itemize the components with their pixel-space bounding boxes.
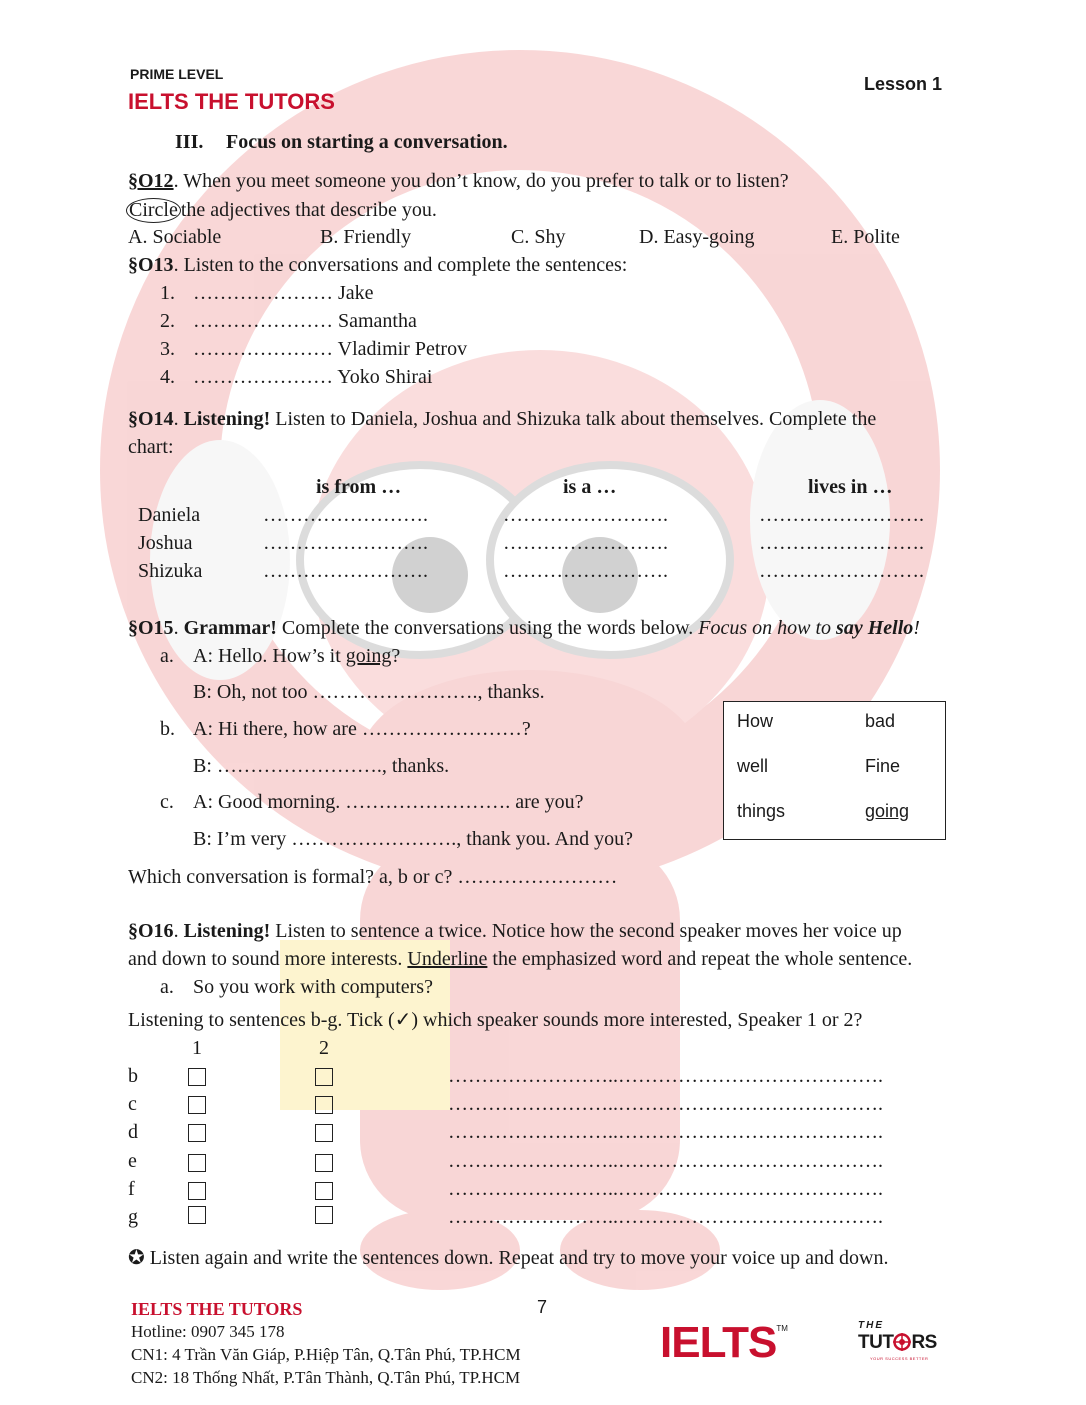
section-numeral: III.: [175, 131, 204, 153]
answer-line[interactable]: ……………………..………………………………….: [448, 1065, 883, 1087]
o15-label: Grammar!: [183, 617, 277, 639]
o16-line2-post: the emphasized word and repeat the whole sentence.: [487, 948, 913, 970]
o16-text: Listen to sentence a twice. Notice how the second speaker moves her voice up: [270, 920, 902, 942]
the-tutors-logo: [858, 1320, 948, 1370]
o15-focus: Focus on how to: [698, 617, 837, 639]
logo-the-text: THE: [858, 1320, 884, 1331]
o16-note-text: Listen again and write the sentences down. Repeat and try to move your voice up and down.: [144, 1247, 889, 1269]
o12-code: §O12: [128, 170, 174, 192]
o16-question: §O16. Listening! Listen to sentence a twice. Notice how the second speaker moves her voice up: [128, 920, 902, 942]
o16-item-text: So you work with computers?: [193, 976, 433, 998]
word-bank-item: How: [737, 711, 774, 731]
target-icon: [893, 1333, 911, 1351]
o13-item-num: 3.: [160, 338, 175, 360]
conv-b-line: B: I’m very ……………………., thank you. And you?: [193, 828, 633, 850]
ielts-logo-tm: TM: [776, 1324, 788, 1333]
chart-cell[interactable]: …………………….: [759, 504, 924, 526]
word-bank-item: well: [737, 756, 769, 776]
o15-code: §O15: [128, 617, 174, 639]
chart-cell[interactable]: …………………….: [503, 532, 668, 554]
speaker2-checkbox[interactable]: [315, 1068, 333, 1086]
chart-row-name: Joshua: [138, 532, 193, 554]
speaker2-checkbox[interactable]: [315, 1124, 333, 1142]
o16-instruction: Listening to sentences b-g. Tick (✓) which speaker sounds more interested, Speaker 1 or 2?: [128, 1009, 863, 1031]
footer-branch-2: CN2: 18 Thống Nhất, P.Tân Thành, Q.Tân Phú, TP.HCM: [131, 1368, 521, 1387]
o16-line2-underlined: Underline: [407, 948, 488, 970]
chart-cell[interactable]: …………………….: [263, 532, 428, 554]
logo-tagline: YOUR SUCCESS BETTER: [870, 1356, 929, 1361]
conv-a-line: A: Good morning. ……………………. are you?: [193, 791, 584, 813]
speaker-col-1: 1: [192, 1037, 202, 1059]
word-bank-item: bad: [865, 711, 896, 731]
chart-cell[interactable]: …………………….: [759, 560, 924, 582]
o14-question: §O14. Listening! Listen to Daniela, Joshua and Shizuka talk about themselves. Complete the: [128, 408, 877, 430]
answer-line[interactable]: ……………………..………………………………….: [448, 1121, 883, 1143]
conv-a-underlined: going: [345, 645, 392, 667]
tick-row-letter: d: [128, 1121, 138, 1143]
section-title: Focus on starting a conversation.: [226, 131, 508, 153]
logo-tutors-b: RS: [911, 1332, 937, 1353]
chart-cell[interactable]: …………………….: [503, 560, 668, 582]
speaker2-checkbox[interactable]: [315, 1182, 333, 1200]
footer-branch-1: CN1: 4 Trần Văn Giáp, P.Hiệp Tân, Q.Tân Phú, TP.HCM: [131, 1345, 521, 1364]
tick-row-letter: f: [128, 1178, 135, 1200]
chart-col-lives: lives in …: [808, 476, 893, 498]
chart-cell[interactable]: …………………….: [263, 560, 428, 582]
o14-text2: chart:: [128, 436, 174, 458]
conv-letter: c.: [160, 791, 174, 813]
footer-hotline: Hotline: 0907 345 178: [131, 1322, 285, 1341]
option-d: D. Easy-going: [639, 226, 755, 248]
answer-line[interactable]: ……………………..………………………………….: [448, 1150, 883, 1172]
logo-tutors-a: TUT: [858, 1332, 894, 1353]
conv-b-line: B: ……………………., thanks.: [193, 755, 450, 777]
o14-label: Listening!: [183, 408, 271, 430]
o16-code: §O16: [128, 920, 174, 942]
chart-col-job: is a …: [563, 476, 617, 498]
word-bank-item: going: [865, 801, 910, 821]
option-a: A. Sociable: [128, 226, 222, 248]
o13-question: [128, 254, 627, 277]
chart-cell[interactable]: …………………….: [503, 504, 668, 526]
o12-line2: [128, 198, 437, 223]
o13-item-num: 2.: [160, 310, 175, 332]
o16-line2-pre: and down to sound more interests.: [128, 948, 408, 970]
o14-text: Listen to Daniela, Joshua and Shizuka talk about themselves. Complete the: [270, 408, 877, 430]
tick-row-letter: g: [128, 1206, 138, 1228]
brand-title: IELTS THE TUTORS: [128, 89, 335, 114]
speaker1-checkbox[interactable]: [188, 1154, 206, 1172]
o13-code: §O13: [128, 254, 174, 276]
o12-text: . When you meet someone you don’t know, do you prefer to talk or to listen?: [173, 170, 789, 192]
tick-row-letter: b: [128, 1065, 138, 1087]
answer-line[interactable]: ……………………..………………………………….: [448, 1093, 883, 1115]
star-icon: ✪: [128, 1247, 145, 1269]
speaker2-checkbox[interactable]: [315, 1154, 333, 1172]
lesson-label: Lesson 1: [864, 74, 943, 94]
o13-text: . Listen to the conversations and complete the sentences:: [173, 254, 628, 276]
conv-letter: b.: [160, 718, 175, 740]
level-label: PRIME LEVEL: [130, 66, 224, 82]
circle-word: Circle: [126, 198, 181, 223]
o13-item-text: ………………… Vladimir Petrov: [193, 338, 468, 360]
speaker1-checkbox[interactable]: [188, 1096, 206, 1114]
o16-item-letter: a.: [160, 976, 174, 998]
answer-line[interactable]: ……………………..………………………………….: [448, 1178, 883, 1200]
chart-col-from: is from …: [316, 476, 402, 498]
chart-cell[interactable]: …………………….: [759, 532, 924, 554]
o13-item-text: ………………… Yoko Shirai: [193, 366, 433, 388]
option-b: B. Friendly: [320, 226, 412, 248]
o15-question: §O15. Grammar! Complete the conversations using the words below. Focus on how to say Hello!: [128, 617, 920, 639]
chart-cell[interactable]: …………………….: [263, 504, 428, 526]
option-c: C. Shy: [511, 226, 566, 248]
o15-focus-bold: say Hello: [836, 617, 914, 639]
speaker2-checkbox[interactable]: [315, 1206, 333, 1224]
answer-line[interactable]: ……………………..………………………………….: [448, 1206, 883, 1228]
conv-a-line: A: Hi there, how are ……………………?: [193, 718, 531, 740]
o12-line2-text: the adjectives that describe you.: [180, 199, 437, 221]
o15-formal-question: Which conversation is formal? a, b or c? ……………………: [128, 866, 618, 888]
conv-b-line: B: Oh, not too ……………………., thanks.: [193, 681, 545, 703]
ielts-logo-text: IELTS: [660, 1318, 777, 1367]
speaker1-checkbox[interactable]: [188, 1124, 206, 1142]
o15-text: Complete the conversations using the words below.: [276, 617, 699, 639]
speaker-col-2: 2: [319, 1037, 329, 1059]
o13-item-num: 4.: [160, 366, 175, 388]
word-bank-item: Fine: [865, 756, 901, 776]
tick-row-letter: c: [128, 1093, 137, 1115]
conv-a-end: ?: [391, 645, 401, 667]
page-number: 7: [537, 1297, 548, 1317]
o13-item-text: ………………… Samantha: [193, 310, 417, 332]
o16-note: [128, 1245, 888, 1270]
o13-item-text: ………………… Jake: [193, 282, 374, 304]
word-bank: [723, 701, 946, 840]
speaker2-checkbox[interactable]: [315, 1096, 333, 1114]
o12-question: [128, 170, 789, 193]
tick-row-letter: e: [128, 1150, 137, 1172]
speaker1-checkbox[interactable]: [188, 1182, 206, 1200]
speaker1-checkbox[interactable]: [188, 1068, 206, 1086]
conv-a-line: [193, 645, 400, 668]
chart-row-name: Shizuka: [138, 560, 203, 582]
conv-letter: a.: [160, 645, 174, 667]
o15-focus-end: !: [913, 617, 920, 639]
ielts-logo: [660, 1318, 788, 1368]
o16-label: Listening!: [183, 920, 271, 942]
o14-code: §O14: [128, 408, 174, 430]
option-e: E. Polite: [831, 226, 900, 248]
conv-a-text: A: Hello. How’s it: [193, 645, 346, 667]
word-bank-item: things: [737, 801, 786, 821]
o16-line2: [128, 948, 912, 971]
speaker1-checkbox[interactable]: [188, 1206, 206, 1224]
o13-item-num: 1.: [160, 282, 175, 304]
footer-brand: IELTS THE TUTORS: [131, 1299, 303, 1319]
chart-row-name: Daniela: [138, 504, 201, 526]
logo-tutors-text: [858, 1332, 937, 1354]
